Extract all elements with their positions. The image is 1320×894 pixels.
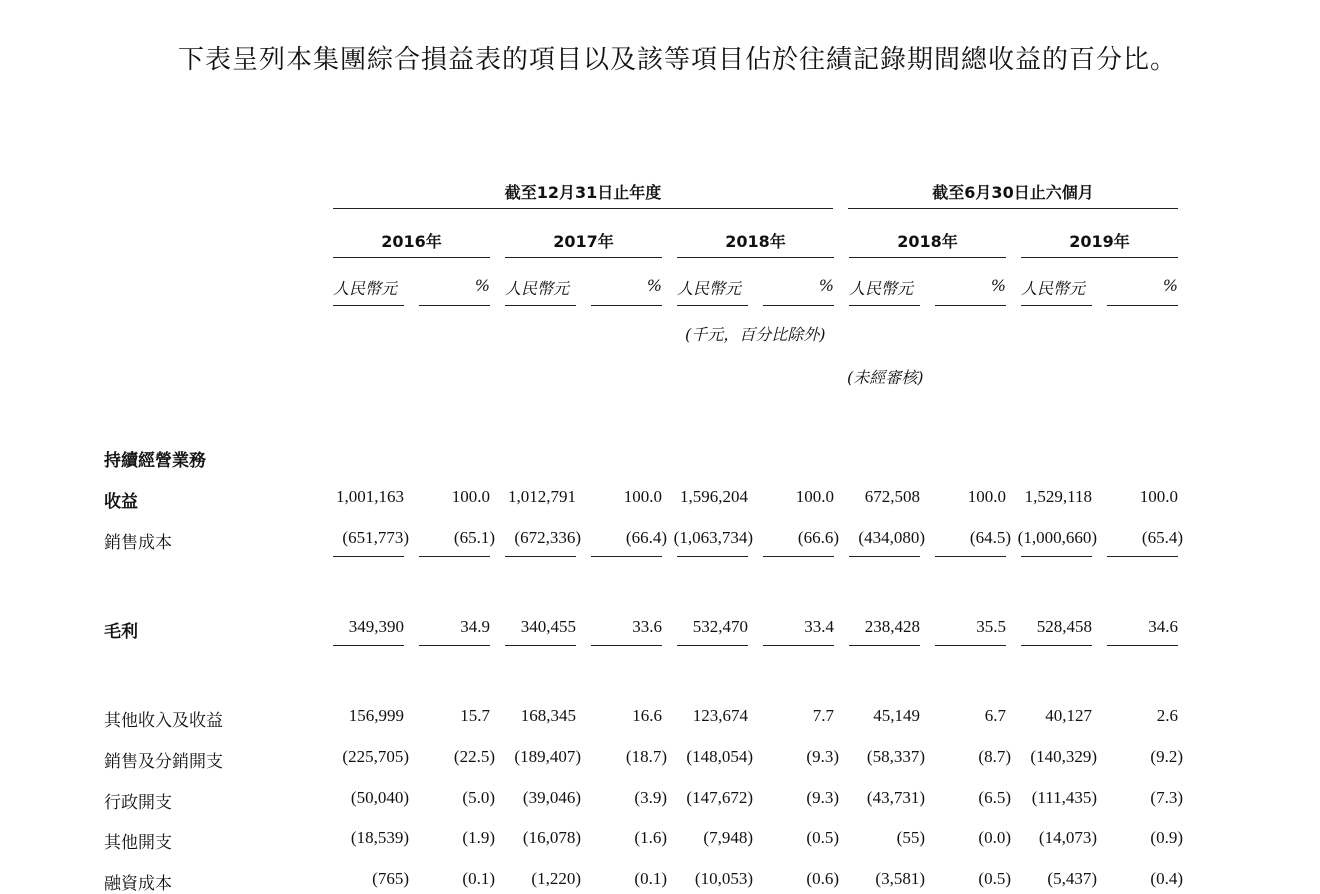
- unit-pct-2018-h1: %: [990, 276, 1006, 295]
- table-cell: (5.0): [462, 788, 495, 807]
- subtotal-rule: [505, 556, 576, 557]
- table-cell: (1,220): [531, 869, 581, 888]
- unit-pct-2017: %: [646, 276, 662, 295]
- table-cell: (147,672): [686, 788, 753, 807]
- table-cell: 238,428: [864, 617, 920, 636]
- table-cell: 1,001,163: [336, 487, 404, 506]
- table-cell: (66.4): [625, 528, 667, 547]
- unit-rule: [677, 305, 748, 306]
- subtotal-rule: [419, 556, 490, 557]
- subtotal-rule: [763, 556, 834, 557]
- subtotal-rule: [677, 556, 748, 557]
- table-cell: (0.0): [978, 828, 1011, 847]
- table-cell: (225,705): [342, 747, 409, 766]
- unit-rmb-2018: 人民幣元: [677, 279, 742, 298]
- subtotal-rule: [1107, 556, 1178, 557]
- table-cell: (58,337): [866, 747, 925, 766]
- header-six-months: 截至6月30日止六個月: [932, 183, 1094, 202]
- table-cell: 156,999: [348, 706, 404, 725]
- total-rule: [935, 645, 1006, 646]
- table-cell: (765): [372, 869, 409, 888]
- table-cell: (651,773): [342, 528, 409, 547]
- note-thousands: (千元，百分比除外): [685, 325, 826, 344]
- unit-rule: [1107, 305, 1178, 306]
- table-cell: 16.6: [632, 706, 662, 725]
- header-half-rule: [848, 208, 1178, 209]
- table-cell: (22.5): [453, 747, 495, 766]
- table-cell: 1,012,791: [508, 487, 576, 506]
- table-cell: (111,435): [1031, 788, 1097, 807]
- unit-rule: [849, 305, 920, 306]
- table-cell: 168,345: [520, 706, 576, 725]
- unit-rule: [935, 305, 1006, 306]
- table-cell: 35.5: [976, 617, 1006, 636]
- unit-rmb-2016: 人民幣元: [333, 279, 398, 298]
- table-cell: (189,407): [514, 747, 581, 766]
- row-label-cost-of-sales: 銷售成本: [104, 533, 172, 553]
- table-cell: 40,127: [1045, 706, 1092, 725]
- table-cell: 2.6: [1156, 706, 1178, 725]
- unit-rule: [1021, 305, 1092, 306]
- table-cell: (3.9): [634, 788, 667, 807]
- table-cell: 6.7: [984, 706, 1006, 725]
- total-rule: [849, 645, 920, 646]
- row-label-revenue: 收益: [104, 492, 138, 512]
- table-cell: (16,078): [522, 828, 581, 847]
- table-cell: 45,149: [873, 706, 920, 725]
- year-header-2016: 2016年: [381, 232, 442, 251]
- table-cell: (18.7): [625, 747, 667, 766]
- unit-rule: [333, 305, 404, 306]
- row-label-gross-profit: 毛利: [104, 622, 138, 642]
- table-cell: (8.7): [978, 747, 1011, 766]
- subtotal-rule: [333, 556, 404, 557]
- table-cell: (1,000,660): [1017, 528, 1097, 547]
- unit-rule: [763, 305, 834, 306]
- unit-rmb-2018-h1: 人民幣元: [849, 279, 914, 298]
- table-cell: (0.5): [806, 828, 839, 847]
- table-cell: (43,731): [866, 788, 925, 807]
- header-year-ended: 截至12月31日止年度: [504, 183, 662, 202]
- section-title: 持續經營業務: [104, 451, 206, 471]
- table-cell: (18,539): [350, 828, 409, 847]
- table-cell: (39,046): [522, 788, 581, 807]
- table-cell: (434,080): [858, 528, 925, 547]
- year-rule: [849, 257, 1006, 258]
- table-cell: 340,455: [520, 617, 576, 636]
- table-cell: 532,470: [692, 617, 748, 636]
- table-cell: (66.6): [797, 528, 839, 547]
- table-cell: (50,040): [350, 788, 409, 807]
- subtotal-rule: [935, 556, 1006, 557]
- table-cell: 672,508: [864, 487, 920, 506]
- table-cell: 100.0: [795, 487, 834, 506]
- table-cell: (148,054): [686, 747, 753, 766]
- table-cell: (9.3): [806, 788, 839, 807]
- year-header-2017: 2017年: [553, 232, 614, 251]
- total-rule: [591, 645, 662, 646]
- subtotal-rule: [849, 556, 920, 557]
- table-cell: (6.5): [978, 788, 1011, 807]
- table-cell: (65.1): [453, 528, 495, 547]
- unit-rule: [505, 305, 576, 306]
- unit-rmb-2017: 人民幣元: [505, 279, 570, 298]
- table-cell: (65.4): [1141, 528, 1183, 547]
- row-label-selling-expenses: 銷售及分銷開支: [104, 752, 223, 772]
- year-rule: [1021, 257, 1178, 258]
- table-cell: 528,458: [1036, 617, 1092, 636]
- table-cell: (9.2): [1150, 747, 1183, 766]
- table-cell: (0.6): [806, 869, 839, 888]
- unit-rmb-2019-h1: 人民幣元: [1021, 279, 1086, 298]
- table-cell: (1,063,734): [673, 528, 753, 547]
- unit-pct-2016: %: [474, 276, 490, 295]
- header-year-rule: [333, 208, 833, 209]
- total-rule: [1107, 645, 1178, 646]
- table-cell: (1.6): [634, 828, 667, 847]
- year-rule: [505, 257, 662, 258]
- table-cell: 33.6: [632, 617, 662, 636]
- table-cell: 15.7: [460, 706, 490, 725]
- table-cell: (7.3): [1150, 788, 1183, 807]
- table-cell: (0.1): [462, 869, 495, 888]
- unit-rule: [419, 305, 490, 306]
- row-label-admin-expenses: 行政開支: [104, 793, 172, 813]
- total-rule: [763, 645, 834, 646]
- table-cell: 7.7: [812, 706, 834, 725]
- table-cell: 34.9: [460, 617, 490, 636]
- table-cell: (55): [896, 828, 925, 847]
- table-cell: 100.0: [451, 487, 490, 506]
- year-rule: [333, 257, 490, 258]
- total-rule: [333, 645, 404, 646]
- row-label-finance-costs: 融資成本: [104, 874, 172, 894]
- table-cell: 1,529,118: [1024, 487, 1092, 506]
- table-cell: (9.3): [806, 747, 839, 766]
- unit-pct-2018: %: [818, 276, 834, 295]
- unit-rule: [591, 305, 662, 306]
- table-cell: 123,674: [692, 706, 748, 725]
- year-header-2018: 2018年: [725, 232, 786, 251]
- total-rule: [677, 645, 748, 646]
- table-cell: (0.9): [1150, 828, 1183, 847]
- table-cell: (14,073): [1038, 828, 1097, 847]
- total-rule: [419, 645, 490, 646]
- intro-paragraph: [104, 36, 1184, 84]
- year-rule: [677, 257, 834, 258]
- table-cell: (64.5): [969, 528, 1011, 547]
- table-cell: 1,596,204: [680, 487, 748, 506]
- row-label-other-expenses: 其他開支: [104, 833, 172, 853]
- total-rule: [505, 645, 576, 646]
- unit-pct-2019-h1: %: [1162, 276, 1178, 295]
- table-cell: (7,948): [703, 828, 753, 847]
- table-cell: 100.0: [967, 487, 1006, 506]
- table-cell: 349,390: [348, 617, 404, 636]
- table-cell: (0.4): [1150, 869, 1183, 888]
- table-cell: (1.9): [462, 828, 495, 847]
- year-header-2019-h1: 2019年: [1069, 232, 1130, 251]
- row-label-other-income: 其他收入及收益: [104, 711, 223, 731]
- subtotal-rule: [591, 556, 662, 557]
- table-cell: 34.6: [1148, 617, 1178, 636]
- table-cell: 100.0: [623, 487, 662, 506]
- table-cell: (3,581): [875, 869, 925, 888]
- table-cell: (10,053): [694, 869, 753, 888]
- table-cell: 33.4: [804, 617, 834, 636]
- table-cell: (140,329): [1030, 747, 1097, 766]
- intro-text: 下表呈列本集團綜合損益表的項目以及該等項目佔於往績記錄期間總收益的百分比。: [178, 45, 1178, 75]
- year-header-2018-h1: 2018年: [897, 232, 958, 251]
- table-cell: (0.1): [634, 869, 667, 888]
- table-cell: (5,437): [1047, 869, 1097, 888]
- total-rule: [1021, 645, 1092, 646]
- table-cell: (0.5): [978, 869, 1011, 888]
- subtotal-rule: [1021, 556, 1092, 557]
- table-cell: (672,336): [514, 528, 581, 547]
- note-unaudited: (未經審核): [847, 368, 924, 387]
- table-cell: 100.0: [1139, 487, 1178, 506]
